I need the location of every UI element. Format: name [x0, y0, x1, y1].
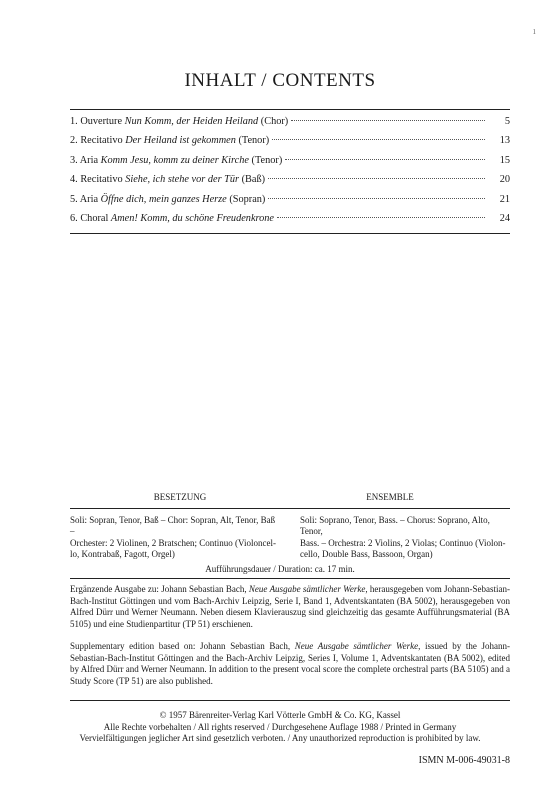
besetzung-text: Soli: Sopran, Tenor, Baß – Chor: Sopran, Alt, Tenor, Baß – Orchester: 2 Violinen, 2 Bratschen; Continuo (Violoncel- lo, Kontrabaß, Fagott, Orgel) [70, 515, 276, 559]
toc-page-number: 15 [499, 154, 510, 166]
table-of-contents [70, 116, 510, 232]
leader-dots [291, 120, 485, 121]
leader-dots [268, 198, 485, 199]
german-edition-note: Ergänzende Ausgabe zu: Johann Sebastian Bach, Neue Ausgabe sämtlicher Werke, herausgegeben vom Johann-Sebastian-Bach-Institut Göttingen und vom Bach-Archiv Leipzig, Serie I, Band 1, Adventskantaten (BA 5002), herausgegeben von Alfred Dürr und Werner Neumann. Neben diesem Klavierauszug sind gleichzeitig das gesamte Aufführungsmaterial (BA 5105) und eine Studienpartitur (TP 51) erschienen. [70, 584, 510, 629]
leader-dots [272, 139, 485, 140]
leader-dots [285, 159, 485, 160]
page-title: INHALT / CONTENTS [184, 70, 376, 91]
toc-entry[interactable]: 6. Choral Amen! Komm, du schöne Freudenkrone 24 [70, 212, 510, 224]
leader-dots [268, 178, 485, 179]
copyright-notice: © 1957 Bärenreiter-Verlag Karl Vötterle GmbH & Co. KG, Kassel Alle Rechte vorbehalten / All rights reserved / Durchgesehene Auflage 1988 / Printed in Germany Vervielfältigungen jeglicher Art sind gesetzlich verboten. / Any unauthorized reproduction is prohibited by law. [79, 710, 481, 744]
duration: Aufführungsdauer / Duration: ca. 17 min. [205, 564, 355, 574]
leader-dots [277, 217, 485, 218]
besetzung-heading: BESETZUNG [153, 492, 207, 502]
toc-page-number: 21 [499, 193, 510, 205]
toc-entry[interactable]: 2. Recitativo Der Heiland ist gekommen (Tenor) 13 [70, 135, 510, 147]
ensemble-text: Soli: Soprano, Tenor, Bass. – Chorus: Soprano, Alto, Tenor, Bass. – Orchestra: 2 Violins, 2 Violas; Continuo (Violon- cello, Double Bass, Bassoon, Organ) [300, 515, 506, 559]
toc-bottom-rule [70, 233, 510, 234]
toc-entry[interactable]: 4. Recitativo Siehe, ich stehe vor der Tür (Baß) 20 [70, 174, 510, 186]
toc-page-number: 24 [499, 212, 510, 224]
ensemble-heading: ENSEMBLE [366, 492, 414, 502]
toc-entry[interactable]: 1. Ouverture Nun Komm, der Heiden Heiland (Chor) 5 [70, 116, 510, 127]
ismn-number: ISMN M-006-49031-8 [418, 755, 510, 766]
toc-entry[interactable]: 5. Aria Öffne dich, mein ganzes Herze (Sopran) 21 [70, 193, 510, 205]
english-edition-note: Supplementary edition based on: Johann Sebastian Bach, Neue Ausgabe sämtlicher Werke, issued by the Johann-Sebastian-Bach-Institut Göttingen and the Bach-Archiv Leipzig, Series I, Volume 1, Adventskantaten (BA 5002), edited by Alfred Dürr and Werner Neumann. In addition to the present vocal score the complete orchestral parts (BA 5105) and a Study Score (TP 51) are also published. [70, 641, 510, 686]
instrumentation-top-rule [70, 508, 510, 509]
duration-rule [70, 578, 510, 579]
copyright-rule [70, 700, 510, 701]
toc-page-number: 5 [504, 116, 510, 127]
toc-page-number: 13 [499, 135, 510, 147]
toc-top-rule [70, 109, 510, 110]
page-marker: 1 [532, 28, 536, 36]
toc-page-number: 20 [499, 174, 510, 186]
toc-entry[interactable]: 3. Aria Komm Jesu, komm zu deiner Kirche (Tenor) 15 [70, 154, 510, 166]
